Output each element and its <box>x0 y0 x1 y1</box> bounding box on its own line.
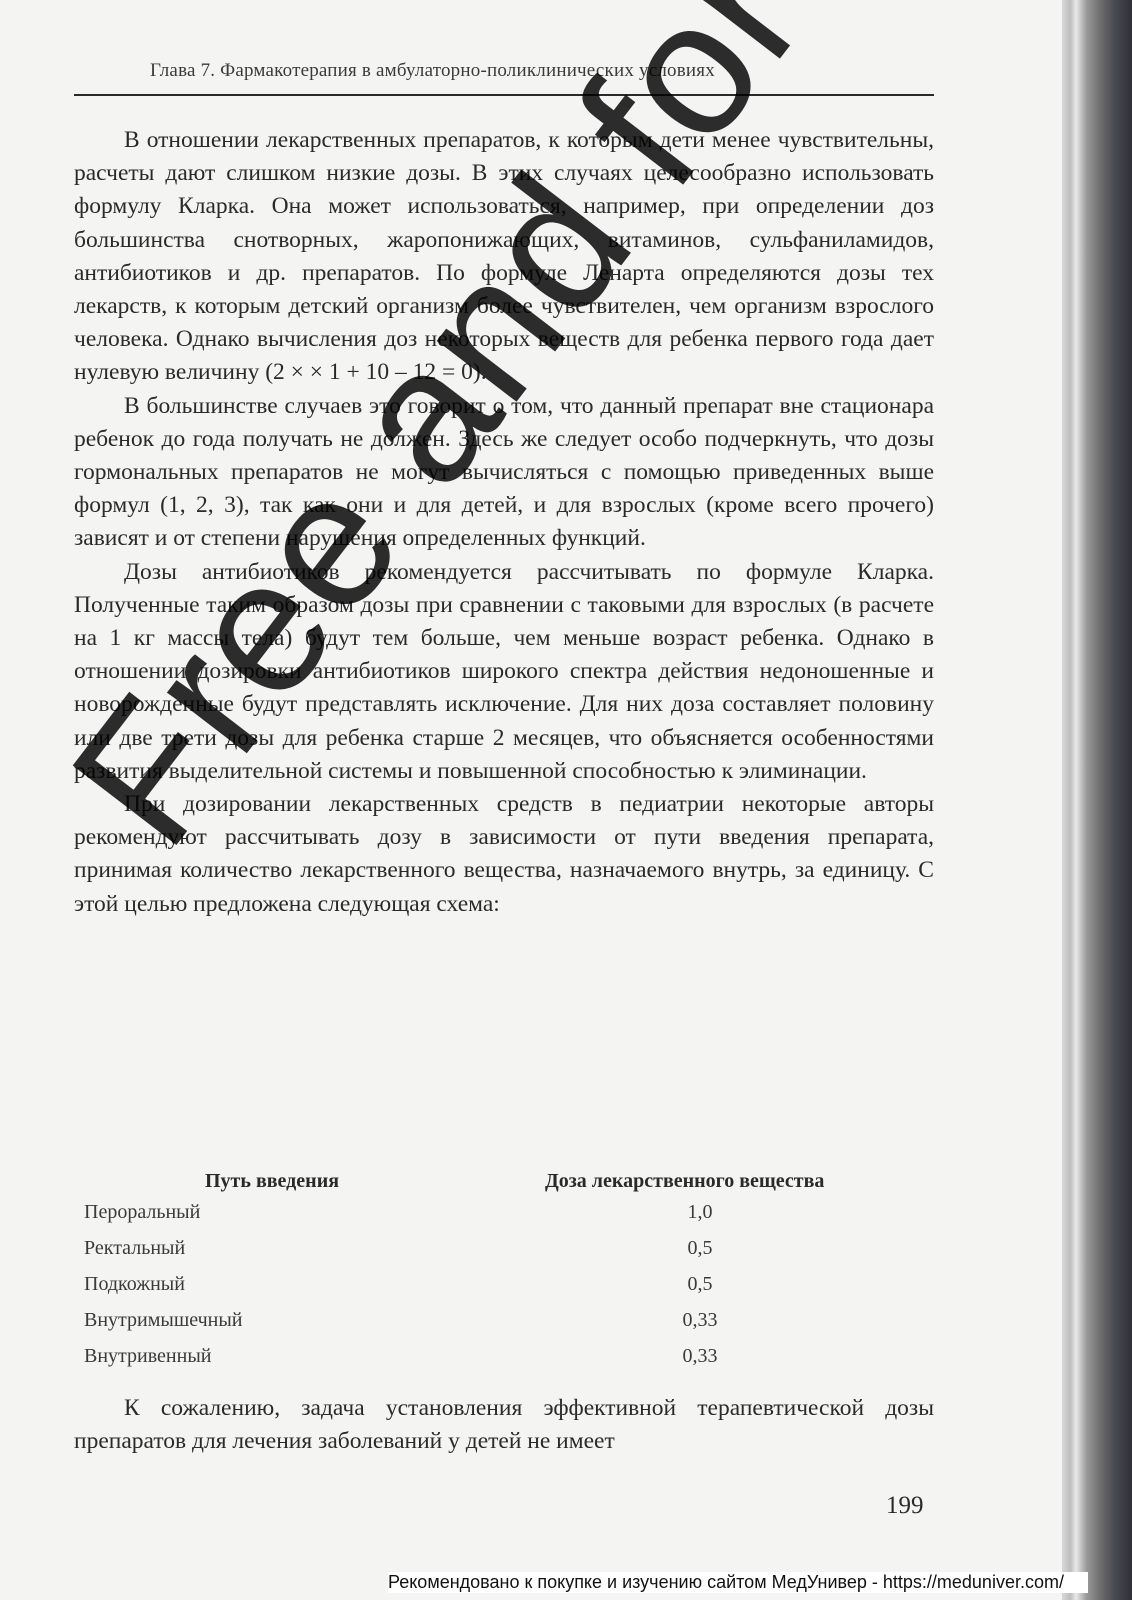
table-row <box>84 1201 844 1237</box>
paragraph-5: К сожалению, задача установления эффективной терапевтической дозы препаратов для лечения заболеваний у детей не имеет <box>74 1395 934 1455</box>
route-cell: Внутривенный <box>84 1345 212 1367</box>
dose-table <box>84 1201 844 1381</box>
closing-text <box>74 1392 934 1458</box>
trial-watermark: Free and for <box>31 0 845 883</box>
dose-cell: 1,0 <box>687 1201 713 1223</box>
table-row <box>84 1345 844 1381</box>
book-spine-edge <box>1062 0 1132 1600</box>
paragraph-3: Дозы антибиотиков рекомендуется рассчитывать по формуле Кларка. Полученные таким образом дозы при сравнении с таковыми для взрослых (в расчете на 1 кг массы тела) будут тем больше, чем меньше возраст ребенка. Однако в отношении дозировки антибиотиков широкого спектра действия недоношенные и новорожденные будут представлять исключение. Для них доза составляет половину или две трети дозы для ребенка старше 2 месяцев, что объясняется особенностями развития выделительной системы и повышенной способностью к элиминации. <box>74 558 934 784</box>
table-row <box>84 1309 844 1345</box>
running-head: Глава 7. Фармакотерапия в амбулаторно-поликлинических условиях <box>150 60 715 81</box>
route-cell: Ректальный <box>84 1237 186 1259</box>
dose-cell: 0,5 <box>687 1237 713 1259</box>
page-number: 199 <box>886 1492 924 1519</box>
paragraph-2: В большинстве случаев это говорит о том, что данный препарат вне стационара ребенок до года получать не должен. Здесь же следует особо подчеркнуть, что дозы гормональных препаратов не могут вычисляться с помощью приведенных выше формул (1, 2, 3), так как они и для детей, и для взрослых (кроме всего прочего) зависят и от степени нарушения определенных функций. <box>74 392 934 552</box>
paragraph-4: При дозировании лекарственных средств в педиатрии некоторые авторы рекомендуют рассчитывать дозу в зависимости от пути введения препарата, принимая количество лекарственного вещества, назначаемого внутрь, за единицу. С этой целью предложена следующая схема: <box>74 791 934 917</box>
footer-recommendation: Рекомендовано к покупке и изучению сайтом МедУнивер - https://meduniver.com/ <box>388 1572 1088 1593</box>
route-cell: Внутримышечный <box>84 1309 243 1331</box>
route-cell: Подкожный <box>84 1273 185 1295</box>
paragraph-1: В отношении лекарственных препаратов, к которым дети менее чувствительны, расчеты дают слишком низкие дозы. В этих случаях целесообразно использовать формулу Кларка. Она может использоваться, например, при определении доз большинства снотворных, жаропонижающих, витаминов, сульфаниламидов, антибиотиков и др. препаратов. По формуле Ленарта определяются дозы тех лекарств, к которым детский организм более чувствителен, чем организм взрослого человека. Однако вычисления доз некоторых веществ для ребенка первого года дает нулевую величину (2 × × 1 + 10 – 12 = 0). <box>74 127 934 386</box>
body-text <box>74 124 934 921</box>
table-row <box>84 1237 844 1273</box>
dose-cell: 0,5 <box>687 1273 713 1295</box>
table-header-route: Путь введения <box>205 1170 340 1192</box>
route-cell: Пероральный <box>84 1201 201 1223</box>
header-rule <box>74 94 934 96</box>
dose-cell: 0,33 <box>682 1345 718 1367</box>
table-row <box>84 1273 844 1309</box>
dose-cell: 0,33 <box>682 1309 718 1331</box>
table-header-dose: Доза лекарственного вещества <box>545 1170 825 1192</box>
